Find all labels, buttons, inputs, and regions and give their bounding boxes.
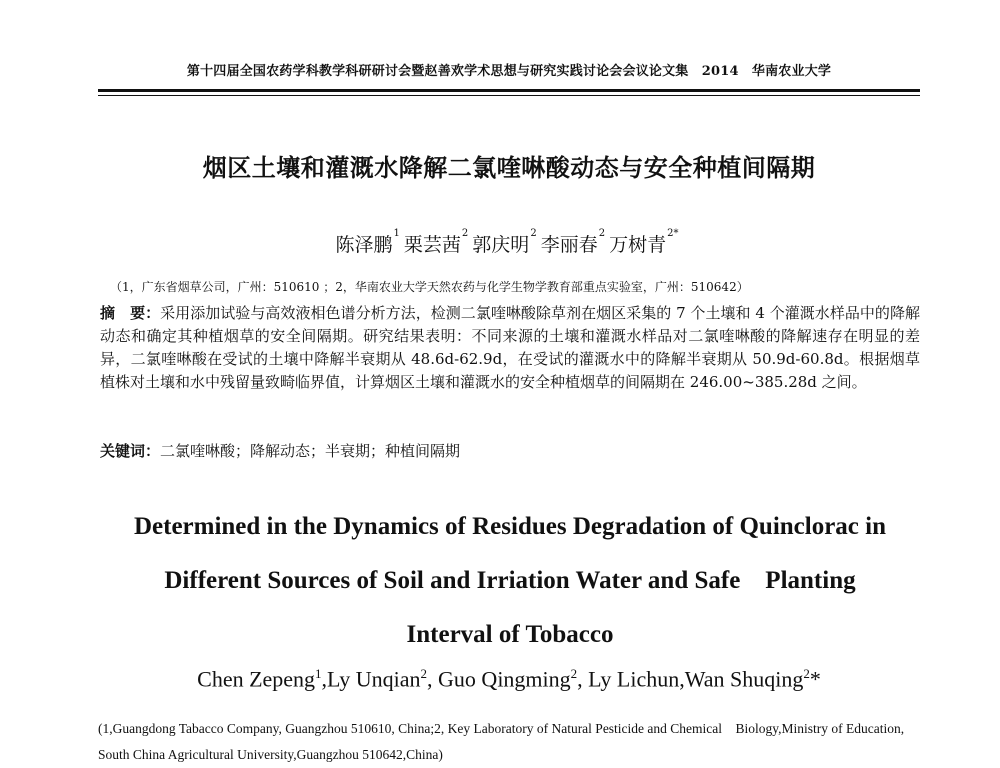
author-cn: 李丽春	[540, 234, 598, 256]
english-title-line: Interval of Tobacco	[406, 621, 614, 648]
author-cn-affiliation-mark: 2	[461, 228, 469, 239]
author-cn: 陈泽鹏	[335, 234, 393, 256]
author-cn-affiliation-mark: 2	[530, 228, 537, 239]
author-en-separator: ,	[427, 666, 439, 692]
english-affiliation: (1,Guangdong Tabacco Company, Guangzhou 510610, China;2, Key Laboratory of Natural Pesticide and Chemical Biology,Ministry of Education, South China Agricultural University,Guangzhou 510642,China)	[98, 721, 905, 762]
author-en-affiliation-mark: 2	[803, 666, 810, 681]
author-en: Wan Shuqing	[684, 666, 804, 692]
author-en-affiliation-mark: 1	[315, 666, 322, 681]
header-rule-thick	[98, 89, 920, 92]
english-title-line: Determined in the Dynamics of Residues Degradation of Quinclorac in	[133, 513, 887, 540]
header-rule-thin	[98, 95, 920, 96]
author-en-separator: *	[809, 666, 821, 692]
chinese-authors	[100, 230, 918, 257]
author-en: Ly Unqian	[327, 666, 421, 692]
abstract-label: 摘 要：	[100, 304, 161, 322]
abstract-text: 采用添加试验与高效液相色谱分析方法，检测二氯喹啉酸除草剂在烟区采集的 7 个土壤和 4 个灌溉水样品中的降解动态和确定其种植烟草的安全间隔期。研究结果表明：不同来源的土壤和灌溉水样品对二氯喹啉酸的降解速存在明显的差异，二氯喹啉酸在受试的土壤中降解半衰期从 48.6d-62.9d，在受试的灌溉水中的降解半衰期从 50.9d-60.8d。根据烟草植株对土壤和水中残留量致畸临界值，计算烟区土壤和灌溉水的安全种植烟草的间隔期在 246.00~385.28d 之间。	[100, 304, 920, 391]
author-cn-affiliation-mark: 1	[393, 228, 400, 239]
author-en-separator: ,	[679, 666, 685, 692]
chinese-abstract	[100, 302, 920, 394]
author-en: Chen Zepeng	[197, 666, 316, 692]
running-header: 第十四届全国农药学科教学科研研讨会暨赵善欢学术思想与研究实践讨论会会议论文集 2014 华南农业大学	[186, 64, 832, 79]
keywords-text: 二氯喹啉酸；降解动态；半衰期；种植间隔期	[160, 442, 461, 460]
chinese-title: 烟区土壤和灌溉水降解二氯喹啉酸动态与安全种植间隔期	[202, 153, 816, 182]
chinese-keywords	[100, 440, 920, 463]
english-title	[95, 500, 925, 662]
author-cn-affiliation-mark: 2	[598, 228, 606, 239]
author-en-separator: ,	[321, 666, 328, 692]
author-cn: 郭庆明	[472, 234, 530, 256]
author-en-affiliation-mark: 2	[420, 666, 428, 681]
author-en-affiliation-mark: 2	[570, 666, 578, 681]
english-authors	[100, 666, 918, 692]
keywords-label: 关键词：	[100, 442, 161, 460]
author-cn: 栗芸茜	[403, 234, 461, 256]
author-en-separator: ,	[577, 666, 589, 692]
author-cn-affiliation-mark: 2*	[667, 228, 679, 239]
english-title-line: Different Sources of Soil and Irriation Water and Safe Planting	[164, 567, 856, 594]
author-cn: 万树青	[609, 234, 667, 256]
author-en: Ly Lichun	[588, 666, 680, 692]
author-en: Guo Qingming	[438, 666, 571, 692]
chinese-affiliation: （1，广东省烟草公司，广州：510610 ；2，华南农业大学天然农药与化学生物学教育部重点实验室，广州：510642）	[110, 280, 749, 294]
